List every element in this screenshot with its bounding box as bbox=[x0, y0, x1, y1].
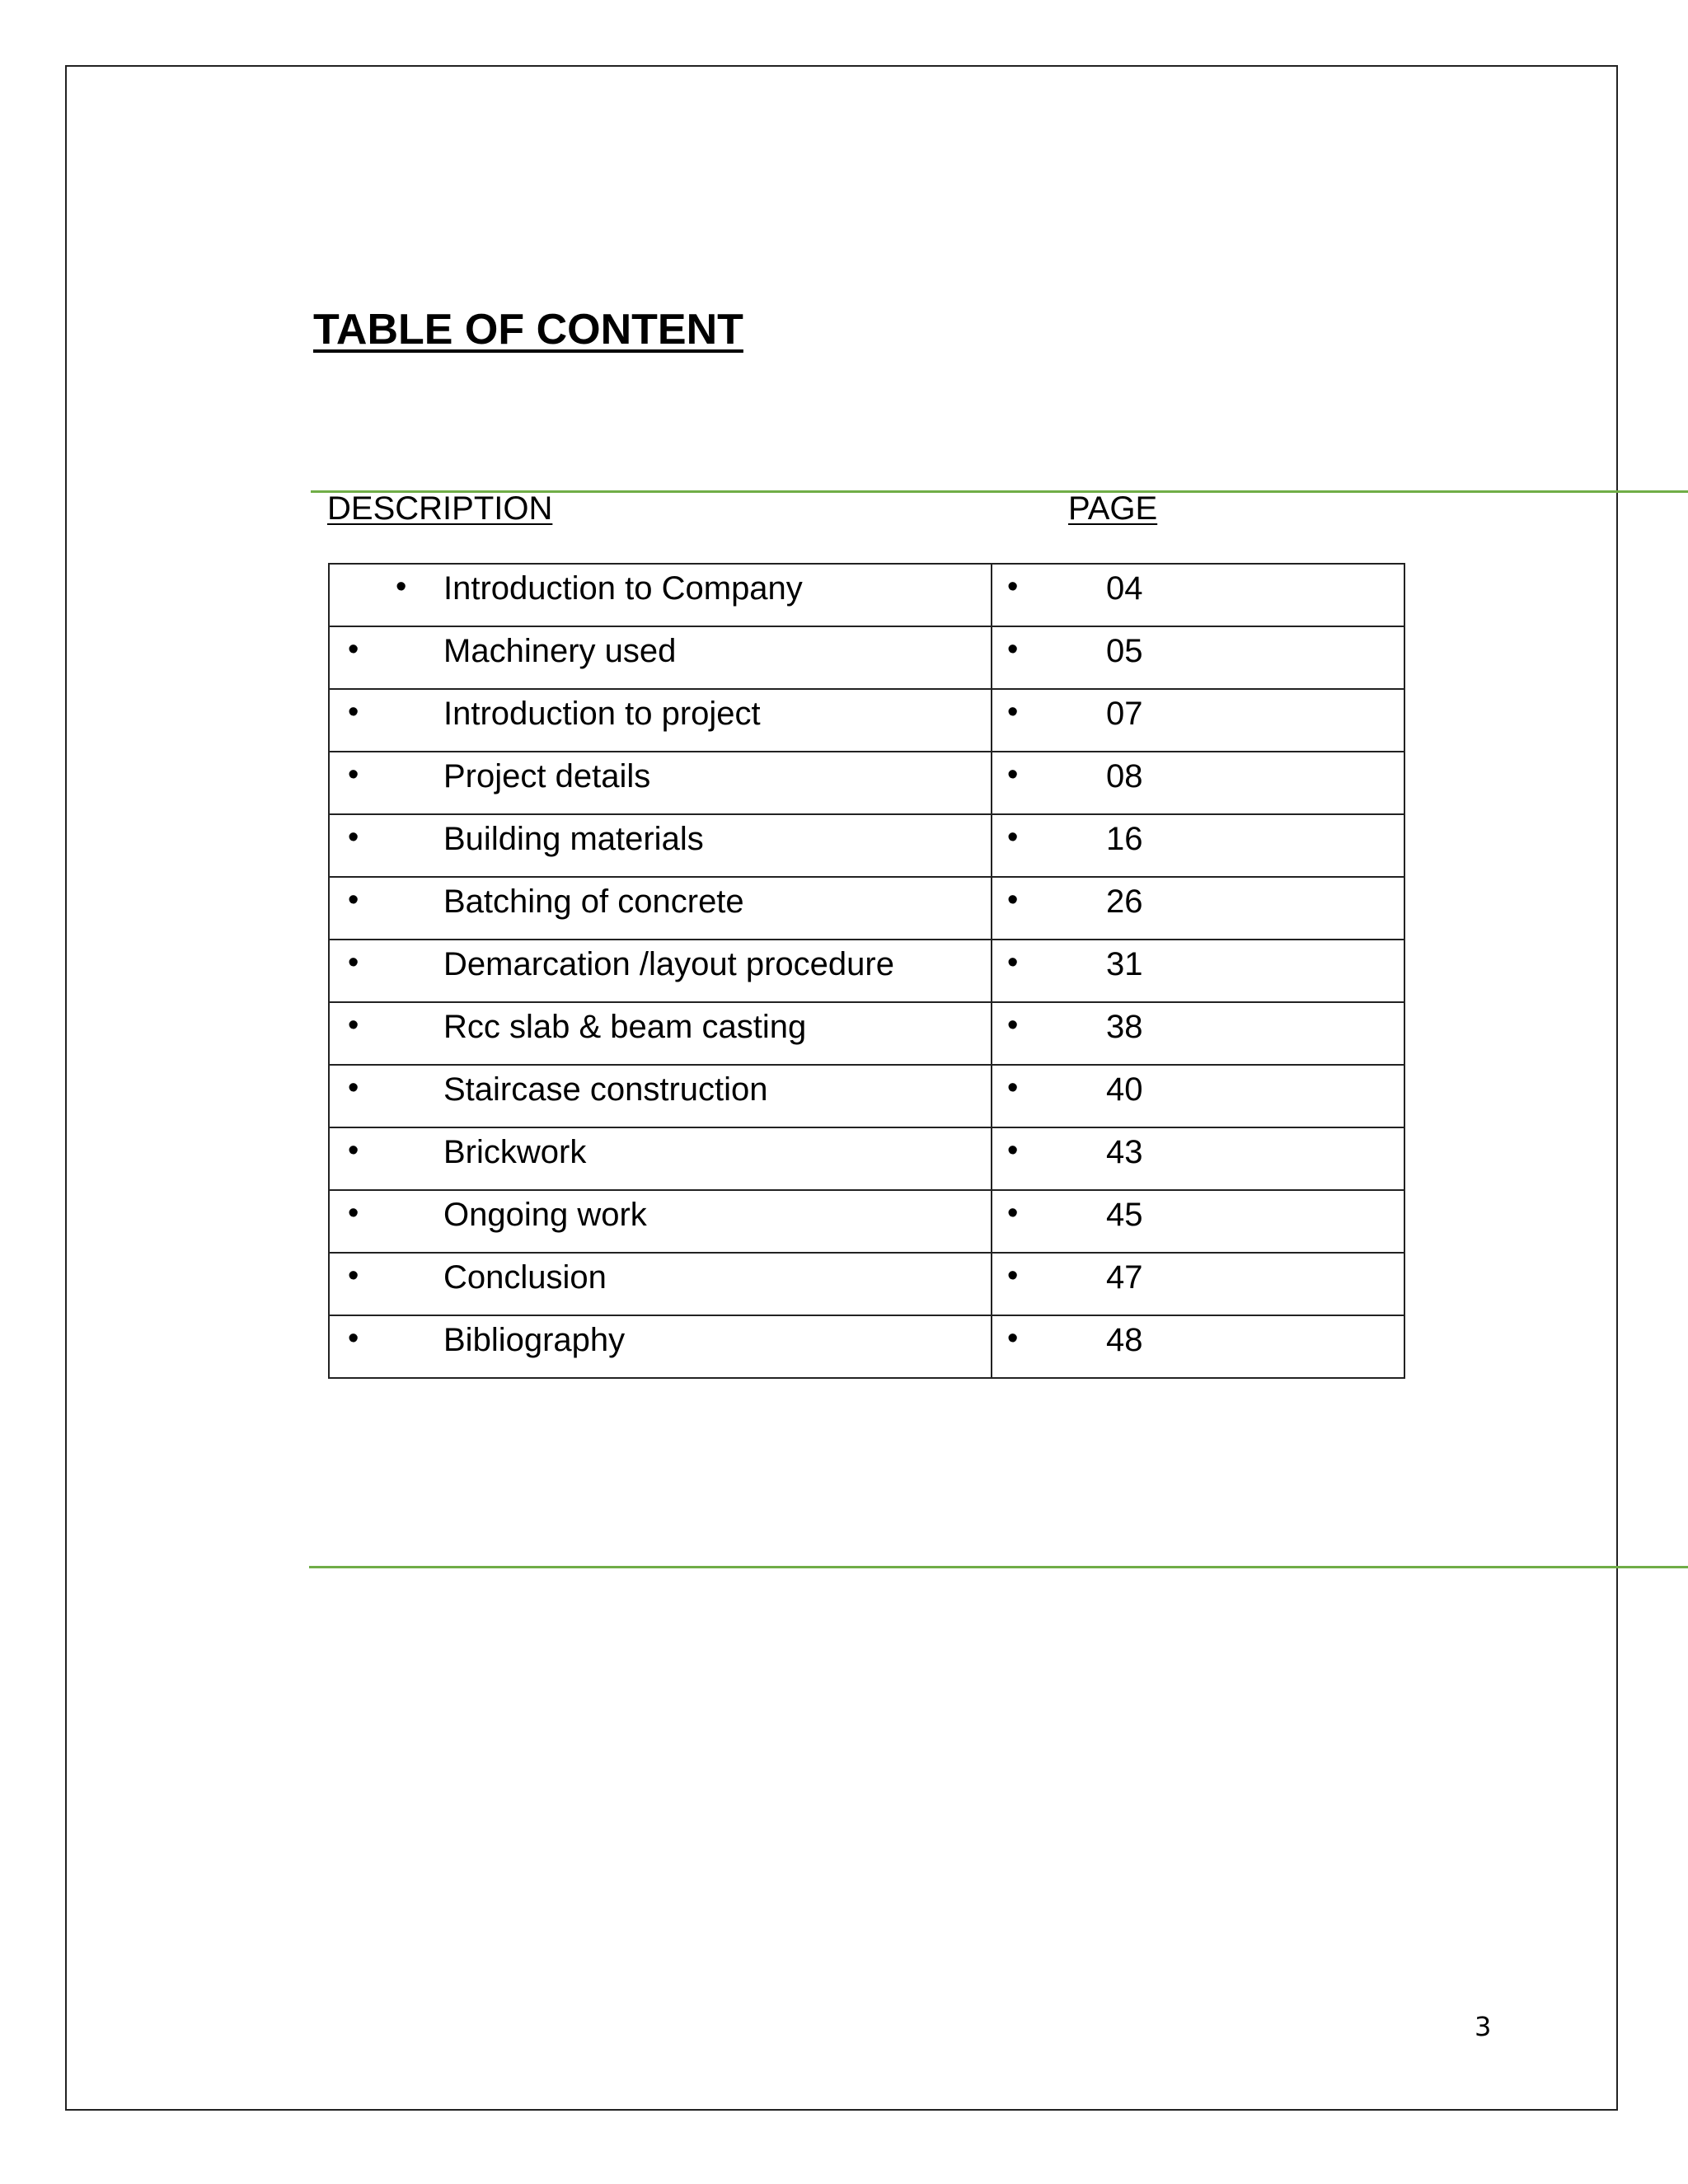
entry-page-number: 16 bbox=[1106, 821, 1143, 857]
page-cell bbox=[992, 940, 1404, 1002]
description-cell bbox=[329, 1315, 992, 1378]
description-cell bbox=[329, 1065, 992, 1127]
description-cell bbox=[329, 689, 992, 752]
bullet-icon: • bbox=[1007, 1133, 1019, 1168]
page-cell bbox=[992, 1002, 1404, 1065]
page-cell bbox=[992, 877, 1404, 940]
entry-description: Ongoing work bbox=[443, 1197, 647, 1233]
page-title: TABLE OF CONTENT bbox=[313, 306, 743, 354]
page-column-header: PAGE bbox=[1068, 490, 1158, 527]
bullet-icon: • bbox=[1007, 1196, 1019, 1230]
entry-page-number: 07 bbox=[1106, 696, 1143, 732]
bullet-icon: • bbox=[348, 1258, 359, 1293]
bottom-divider bbox=[309, 1566, 1688, 1568]
entry-page-number: 45 bbox=[1106, 1197, 1143, 1233]
entry-page-number: 43 bbox=[1106, 1134, 1143, 1170]
page-cell bbox=[992, 1065, 1404, 1127]
bullet-icon: • bbox=[348, 695, 359, 729]
bullet-icon: • bbox=[1007, 1008, 1019, 1043]
entry-description: Batching of concrete bbox=[443, 883, 744, 920]
table-row bbox=[329, 1190, 1404, 1253]
table-row bbox=[329, 814, 1404, 877]
entry-description: Introduction to project bbox=[443, 696, 761, 732]
table-row bbox=[329, 1065, 1404, 1127]
bullet-icon: • bbox=[1007, 1071, 1019, 1105]
entry-page-number: 40 bbox=[1106, 1071, 1143, 1108]
bullet-icon: • bbox=[348, 632, 359, 667]
entry-page-number: 38 bbox=[1106, 1009, 1143, 1045]
entry-description: Brickwork bbox=[443, 1134, 587, 1170]
toc-body bbox=[329, 564, 1404, 1378]
description-column-header: DESCRIPTION bbox=[327, 490, 553, 527]
table-row bbox=[329, 626, 1404, 689]
bullet-icon: • bbox=[1007, 1321, 1019, 1356]
entry-page-number: 48 bbox=[1106, 1322, 1143, 1358]
entry-page-number: 47 bbox=[1106, 1259, 1143, 1296]
description-cell bbox=[329, 564, 992, 626]
table-row bbox=[329, 1315, 1404, 1378]
entry-description: Staircase construction bbox=[443, 1071, 768, 1108]
page-number: 3 bbox=[1475, 2011, 1492, 2042]
entry-description: Building materials bbox=[443, 821, 704, 857]
page-cell bbox=[992, 689, 1404, 752]
table-row bbox=[329, 877, 1404, 940]
entry-page-number: 31 bbox=[1106, 946, 1143, 982]
description-cell bbox=[329, 1190, 992, 1253]
page-cell bbox=[992, 626, 1404, 689]
bullet-icon: • bbox=[1007, 757, 1019, 792]
description-cell bbox=[329, 752, 992, 814]
bullet-icon: • bbox=[348, 945, 359, 980]
page-cell bbox=[992, 752, 1404, 814]
bullet-icon: • bbox=[348, 757, 359, 792]
bullet-icon: • bbox=[348, 883, 359, 917]
description-cell bbox=[329, 1127, 992, 1190]
page-cell bbox=[992, 1190, 1404, 1253]
bullet-icon: • bbox=[348, 1321, 359, 1356]
table-row bbox=[329, 752, 1404, 814]
entry-page-number: 26 bbox=[1106, 883, 1143, 920]
bullet-icon: • bbox=[1007, 695, 1019, 729]
bullet-icon: • bbox=[396, 569, 407, 604]
entry-description: Rcc slab & beam casting bbox=[443, 1009, 807, 1045]
table-row bbox=[329, 564, 1404, 626]
description-cell bbox=[329, 626, 992, 689]
bullet-icon: • bbox=[1007, 820, 1019, 855]
table-row bbox=[329, 689, 1404, 752]
bullet-icon: • bbox=[348, 1071, 359, 1105]
entry-description: Project details bbox=[443, 758, 651, 794]
table-of-contents bbox=[328, 563, 1405, 1379]
entry-description: Introduction to Company bbox=[443, 570, 803, 607]
table-row bbox=[329, 940, 1404, 1002]
bullet-icon: • bbox=[1007, 945, 1019, 980]
bullet-icon: • bbox=[1007, 569, 1019, 604]
description-cell bbox=[329, 940, 992, 1002]
page-cell bbox=[992, 1127, 1404, 1190]
entry-page-number: 05 bbox=[1106, 633, 1143, 669]
page-cell bbox=[992, 1315, 1404, 1378]
bullet-icon: • bbox=[1007, 632, 1019, 667]
bullet-icon: • bbox=[1007, 883, 1019, 917]
bullet-icon: • bbox=[348, 1133, 359, 1168]
description-cell bbox=[329, 1253, 992, 1315]
bullet-icon: • bbox=[1007, 1258, 1019, 1293]
page-cell bbox=[992, 1253, 1404, 1315]
entry-page-number: 08 bbox=[1106, 758, 1143, 794]
bullet-icon: • bbox=[348, 820, 359, 855]
entry-description: Demarcation /layout procedure bbox=[443, 946, 894, 982]
bullet-icon: • bbox=[348, 1196, 359, 1230]
description-cell bbox=[329, 814, 992, 877]
description-cell bbox=[329, 1002, 992, 1065]
page-cell bbox=[992, 564, 1404, 626]
entry-page-number: 04 bbox=[1106, 570, 1143, 607]
description-cell bbox=[329, 877, 992, 940]
entry-description: Machinery used bbox=[443, 633, 677, 669]
bullet-icon: • bbox=[348, 1008, 359, 1043]
table-row bbox=[329, 1253, 1404, 1315]
table-row bbox=[329, 1002, 1404, 1065]
table-row bbox=[329, 1127, 1404, 1190]
page-cell bbox=[992, 814, 1404, 877]
entry-description: Bibliography bbox=[443, 1322, 626, 1358]
entry-description: Conclusion bbox=[443, 1259, 607, 1296]
